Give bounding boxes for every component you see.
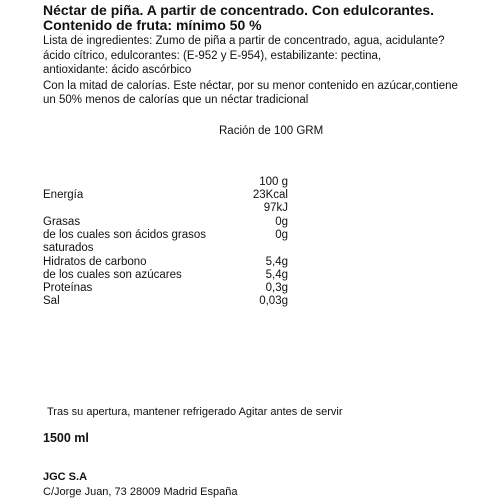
volume-label: 1500 ml [43,431,89,445]
nutrition-label-carbohydrates: Hidratos de carbono [43,256,147,268]
nutrition-value-protein: 0,3g [265,282,288,294]
product-title-line-1: Néctar de piña. A partir de concentrado. Con edulcorantes. [43,2,435,18]
company-name: JGC S.A [43,471,88,483]
nutrition-label-salt: Sal [43,295,60,307]
nutrition-value-energy-kcal: 23Kcal [252,189,288,201]
ingredients-line-3: antioxidante: ácido ascórbico [43,64,192,76]
nutrition-label-saturated-fat: de los cuales son ácidos grasos [43,229,207,241]
nutrition-value-carbohydrates: 5,4g [265,256,288,268]
product-title-line-2: Contenido de fruta: mínimo 50 % [43,17,262,33]
nutrition-header-value: 100 g [259,176,288,188]
ingredients-line-1: Lista de ingredientes: Zumo de piña a partir de concentrado, agua, acidulante? [43,35,445,47]
nutrition-label-protein: Proteínas [43,282,93,294]
nutrition-value-sugars: 5,4g [265,269,288,281]
nutrition-value-salt: 0,03g [259,295,288,307]
storage-instructions: Tras su apertura, mantener refrigerado Agitar antes de servir [47,406,343,418]
nutrition-label-fat: Grasas [43,216,81,228]
company-address: C/Jorge Juan, 73 28009 Madrid España [43,486,238,498]
nutrition-value-saturated-fat: 0g [275,229,288,241]
claim-line-1: Con la mitad de calorías. Este néctar, por su menor contenido en azúcar,contiene [43,80,458,92]
nutrition-label-energy: Energía [43,189,84,201]
portion-size-label: Ración de 100 GRM [219,125,324,137]
nutrition-label-sugars: de los cuales son azúcares [43,269,182,281]
nutrition-value-fat: 0g [275,216,288,228]
nutrition-value-energy-kj: 97kJ [263,202,288,214]
nutrition-label-saturated-cont: saturados [43,242,94,254]
ingredients-line-2: ácido cítrico, edulcorantes: (E-952 y E-954), estabilizante: pectina, [43,50,382,62]
claim-line-2: un 50% menos de calorías que un néctar tradicional [43,94,309,106]
